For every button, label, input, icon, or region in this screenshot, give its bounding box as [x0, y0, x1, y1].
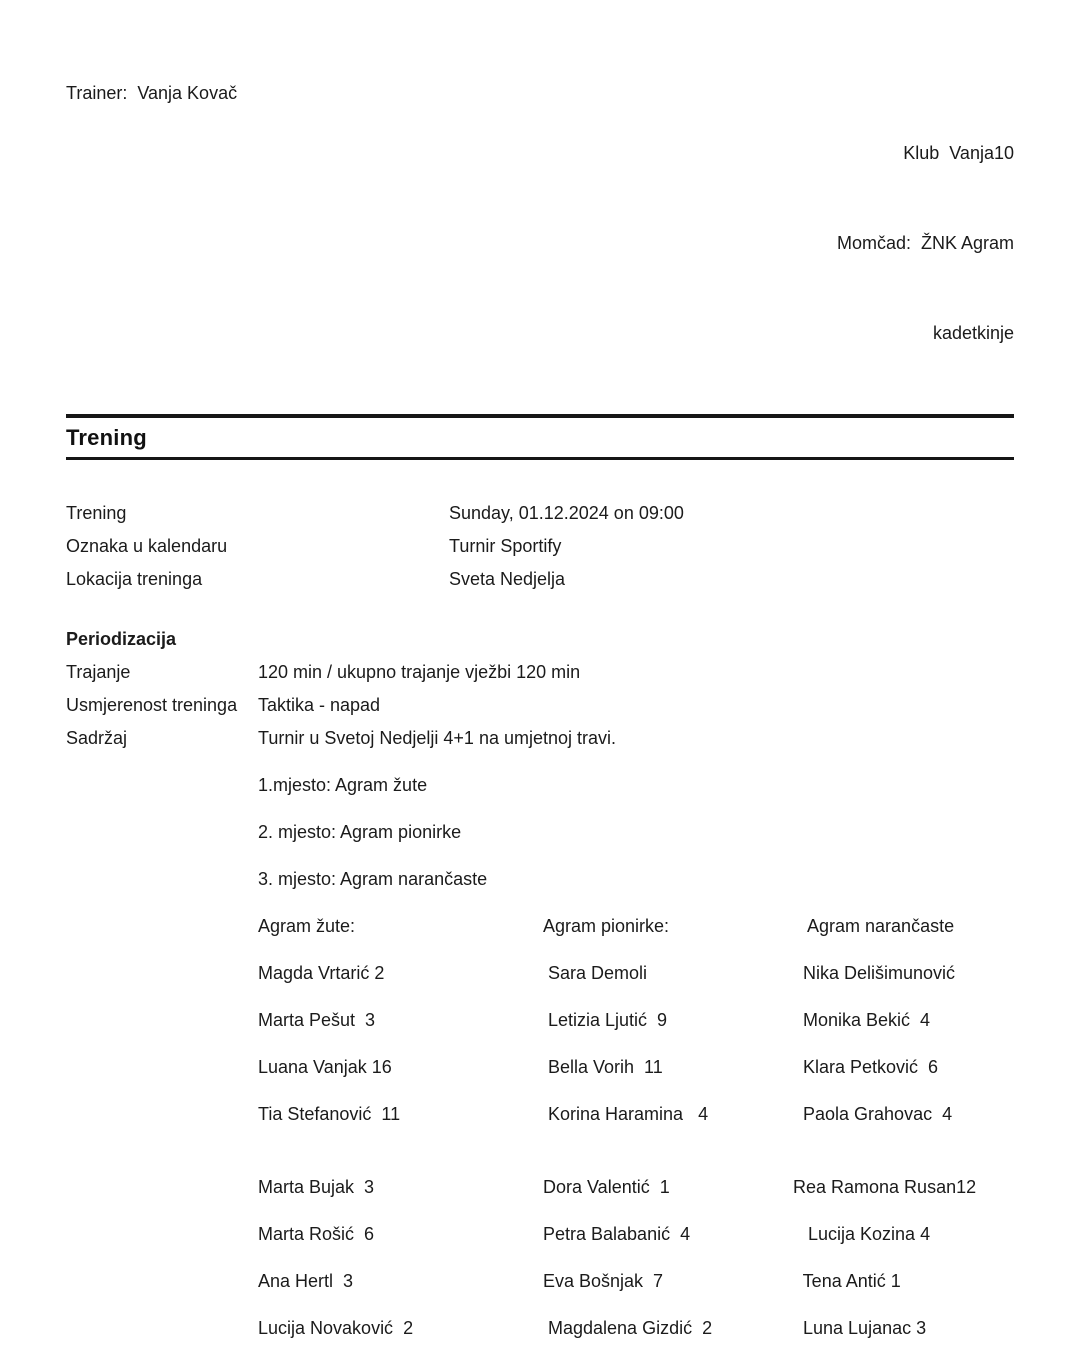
roster-row: [258, 1173, 1014, 1202]
roster-row: [258, 959, 1014, 988]
period-label: Usmjerenost treninga: [66, 695, 238, 715]
roster-row: [258, 1220, 1014, 1249]
page-header: [66, 78, 1014, 408]
detail-value-location: Sveta Nedjelja: [449, 569, 566, 589]
team-line-2: kadetkinje: [932, 323, 1014, 343]
period-row-focus: [66, 691, 1014, 720]
detail-value-datetime: Sunday, 01.12.2024 on 09:00: [449, 503, 684, 523]
roster-group-gap: [258, 1147, 1014, 1173]
roster-row: [258, 1314, 1014, 1343]
player-cell: Dora Valentić 1: [543, 1177, 670, 1197]
player-cell: Luna Lujanac 3: [793, 1318, 927, 1338]
detail-value-calendar-tag: Turnir Sportify: [449, 536, 562, 556]
player-cell: Magda Vrtarić 2: [258, 963, 385, 983]
detail-row-calendar-tag: [66, 532, 1014, 561]
roster-column-header: Agram pionirke:: [543, 916, 670, 936]
periodization-heading: Periodizacija: [66, 629, 177, 649]
player-cell: Tia Stefanović 11: [258, 1104, 401, 1124]
roster-row: [258, 1006, 1014, 1035]
player-cell: Marta Rošić 6: [258, 1224, 375, 1244]
player-cell: Luana Vanjak 16: [258, 1057, 392, 1077]
period-value-duration: 120 min / ukupno trajanje vježbi 120 min: [258, 662, 581, 682]
player-cell: Lucija Novaković 2: [258, 1318, 414, 1338]
period-label-content: Sadržaj: [66, 728, 128, 748]
player-cell: Klara Petković 6: [793, 1057, 939, 1077]
player-cell: Marta Bujak 3: [258, 1177, 375, 1197]
player-cell: Nika Delišimunović: [793, 963, 956, 983]
player-cell: Letizia Ljutić 9: [543, 1010, 668, 1030]
detail-label: Lokacija treninga: [66, 569, 203, 589]
placement-line-3: 3. mjesto: Agram narančaste: [258, 869, 488, 889]
roster-row: [258, 1267, 1014, 1296]
player-cell: Paola Grahovac 4: [793, 1104, 953, 1124]
roster-column-header: Agram narančaste: [793, 916, 955, 936]
content-paragraph: Turnir u Svetoj Nedjelji 4+1 na umjetnoj travi.: [258, 728, 617, 748]
roster-row: [258, 1100, 1014, 1129]
player-cell: Rea Ramona Rusan12: [793, 1177, 977, 1197]
player-cell: Monika Bekić 4: [793, 1010, 931, 1030]
detail-label: Oznaka u kalendaru: [66, 536, 228, 556]
team-line: Momčad: ŽNK Agram: [836, 233, 1014, 253]
player-cell: Tena Antić 1: [793, 1271, 901, 1291]
player-cell: Korina Haramina 4: [543, 1104, 709, 1124]
club-line: Klub Vanja10: [903, 143, 1014, 163]
detail-label: Trening: [66, 503, 127, 523]
placement-line-2: 2. mjesto: Agram pionirke: [258, 822, 462, 842]
period-label: Trajanje: [66, 662, 131, 682]
detail-row-location: [66, 565, 1014, 594]
training-details: [66, 499, 1014, 594]
period-row-duration: [66, 658, 1014, 687]
roster-header-row: [258, 912, 1014, 941]
player-cell: Lucija Kozina 4: [793, 1224, 931, 1244]
period-value-focus: Taktika - napad: [258, 695, 381, 715]
content-block: [258, 724, 1014, 1361]
placement-line-1: 1.mjesto: Agram žute: [258, 775, 428, 795]
page-title: Trening: [66, 425, 147, 450]
title-band: [66, 414, 1014, 460]
player-cell: Petra Balabanić 4: [543, 1224, 691, 1244]
periodization-section: [66, 625, 1014, 1361]
roster-column-header: Agram žute:: [258, 916, 356, 936]
player-cell: Ana Hertl 3: [258, 1271, 354, 1291]
trainer-line: Trainer: Vanja Kovač: [66, 83, 238, 103]
player-cell: Bella Vorih 11: [543, 1057, 663, 1077]
period-row-content: [66, 724, 1014, 1361]
detail-row-trening: [66, 499, 1014, 528]
player-cell: Magdalena Gizdić 2: [543, 1318, 713, 1338]
roster-table: [258, 912, 1014, 1343]
player-cell: Eva Bošnjak 7: [543, 1271, 664, 1291]
roster-row: [258, 1053, 1014, 1082]
club-team-block: [837, 78, 1014, 408]
player-cell: Sara Demoli: [543, 963, 648, 983]
player-cell: Marta Pešut 3: [258, 1010, 376, 1030]
